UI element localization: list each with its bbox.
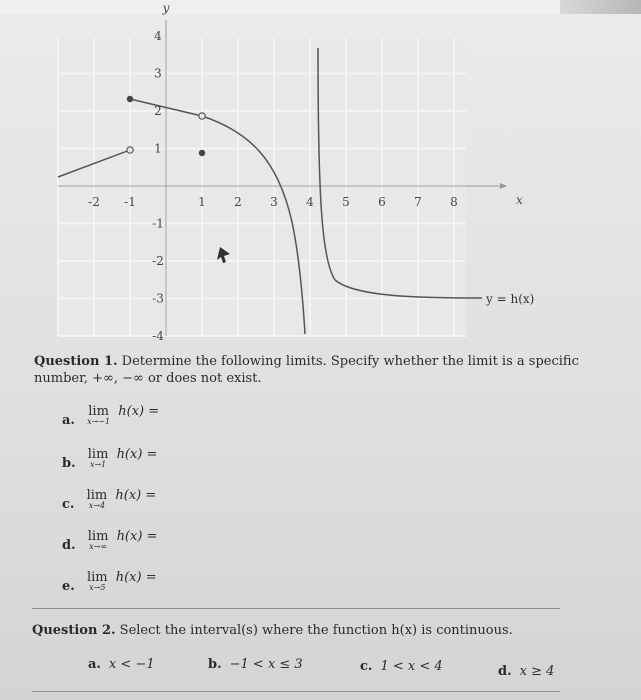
x-tick-label: 3 — [270, 195, 278, 209]
limit-item-e[interactable] — [62, 570, 157, 594]
limit-item-label: a. — [62, 413, 75, 428]
x-tick-label: 6 — [378, 195, 386, 209]
divider-bottom — [32, 691, 560, 692]
y-tick-label: -3 — [152, 291, 164, 306]
option-text: x ≥ 4 — [519, 664, 555, 679]
closed-point-at-1 — [199, 150, 205, 156]
limit-expression: h(x) = — [118, 404, 160, 419]
open-point-at-1 — [199, 113, 205, 119]
limit-item-label: c. — [62, 497, 75, 512]
question2-text: Select the interval(s) where the function h(x) is continuous. — [119, 623, 513, 638]
x-tick-label: -1 — [124, 195, 136, 209]
limit-operator: lim x→5 — [86, 570, 108, 592]
interval-option-d[interactable] — [498, 664, 554, 679]
x-tick-label: 2 — [234, 195, 242, 209]
limit-item-d[interactable] — [62, 529, 157, 553]
limit-expression: h(x) = — [115, 488, 157, 503]
question2-block — [32, 622, 632, 639]
y-tick-label: -1 — [152, 216, 164, 231]
option-label: b. — [208, 657, 222, 672]
interval-option-c[interactable] — [360, 659, 443, 674]
limit-operator: lim x→−1 — [87, 404, 111, 426]
interval-option-b[interactable] — [208, 657, 303, 672]
y-tick-label: 4 — [154, 29, 162, 43]
x-tick-label: 1 — [198, 195, 206, 209]
function-graph — [0, 0, 641, 345]
divider-top — [32, 608, 560, 609]
option-label: c. — [360, 659, 373, 674]
curve-label: y = h(x) — [486, 292, 535, 306]
limit-item-b[interactable] — [62, 447, 157, 471]
option-text: x < −1 — [108, 657, 155, 672]
option-label: d. — [498, 664, 512, 679]
x-axis-arrow — [500, 183, 507, 189]
question1-text: Determine the following limits. Specify whether the limit is a specific number, +∞, −∞ or does not exist. — [34, 354, 579, 386]
closed-point-at-minus1 — [127, 96, 133, 102]
x-tick-label: 7 — [414, 195, 422, 209]
option-text: 1 < x < 4 — [380, 659, 443, 674]
question2-label: Question 2. — [32, 623, 116, 638]
x-tick-label: 4 — [306, 195, 314, 209]
y-tick-label: 1 — [154, 141, 162, 156]
option-text: −1 < x ≤ 3 — [229, 657, 303, 672]
limit-item-label: d. — [62, 538, 76, 553]
limit-operator: lim x→∞ — [87, 529, 109, 551]
limit-operator: lim x→1 — [87, 447, 109, 469]
limit-item-c[interactable] — [62, 488, 156, 512]
limit-expression: h(x) = — [116, 529, 158, 544]
interval-option-a[interactable] — [88, 657, 155, 672]
x-tick-label: 8 — [450, 195, 458, 209]
limit-operator: lim x→4 — [86, 488, 108, 510]
limit-expression: h(x) = — [116, 447, 158, 462]
limit-item-label: e. — [62, 579, 75, 594]
limit-item-a[interactable] — [62, 404, 159, 428]
x-tick-label: 5 — [342, 195, 350, 209]
limit-item-label: b. — [62, 456, 76, 471]
question1-label: Question 1. — [34, 354, 118, 369]
x-tick-label: -2 — [88, 195, 100, 209]
option-label: a. — [88, 657, 101, 672]
y-tick-label: -4 — [152, 329, 164, 343]
y-tick-label: 2 — [154, 104, 162, 118]
open-point-at-minus1 — [127, 147, 133, 153]
limit-expression: h(x) = — [115, 570, 157, 585]
question1-block — [34, 353, 634, 387]
y-axis-label: y — [162, 1, 170, 15]
x-axis-label: x — [516, 193, 523, 207]
y-tick-label: 3 — [154, 66, 162, 81]
y-tick-label: -2 — [152, 254, 164, 268]
